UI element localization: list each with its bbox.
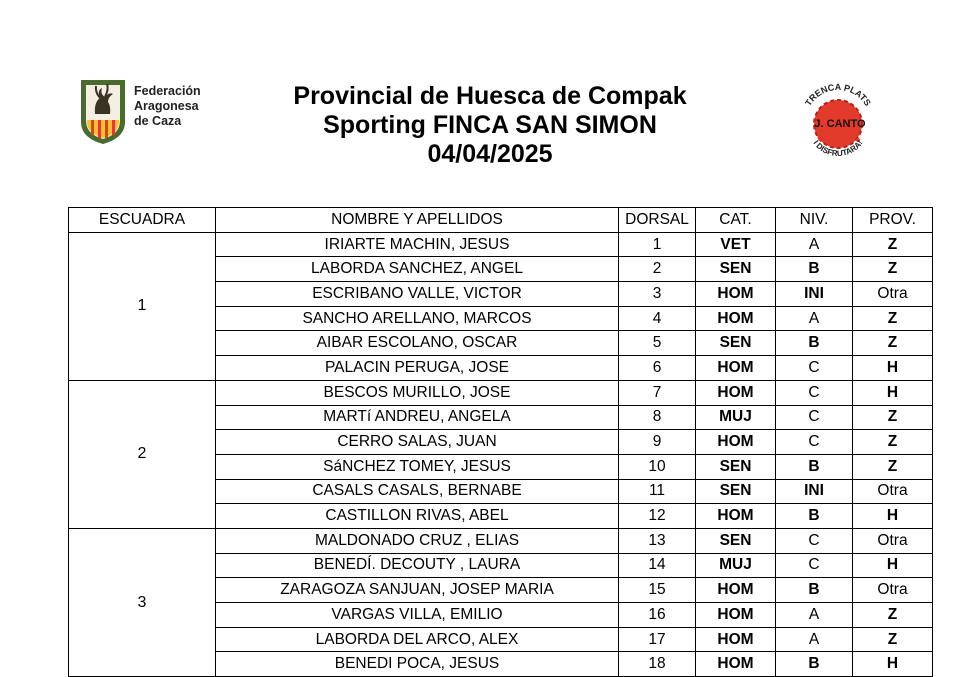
dorsal-number: 5 (619, 331, 696, 356)
col-header-dorsal: DORSAL (619, 208, 696, 233)
dorsal-number: 14 (619, 553, 696, 578)
province: Z (853, 405, 933, 430)
province: Z (853, 257, 933, 282)
document-title (250, 82, 730, 169)
competitor-name: BENEDÍ. DECOUTY , LAURA (216, 553, 619, 578)
level: INI (776, 479, 853, 504)
dorsal-number: 7 (619, 380, 696, 405)
dorsal-number: 16 (619, 603, 696, 628)
level: A (776, 306, 853, 331)
level: A (776, 232, 853, 257)
competitor-name: VARGAS VILLA, EMILIO (216, 603, 619, 628)
squad-roster-table (68, 207, 933, 677)
col-header-niv: NIV. (776, 208, 853, 233)
dorsal-number: 10 (619, 454, 696, 479)
competitor-name: PALACIN PERUGA, JOSE (216, 356, 619, 381)
level: C (776, 528, 853, 553)
category: HOM (696, 356, 776, 381)
level: C (776, 553, 853, 578)
dorsal-number: 4 (619, 306, 696, 331)
level: C (776, 380, 853, 405)
title-date: 04/04/2025 (427, 140, 553, 168)
level: C (776, 356, 853, 381)
province: Z (853, 627, 933, 652)
category: HOM (696, 306, 776, 331)
logo-text-mid: J. CANTO (814, 118, 866, 130)
competitor-name: AIBAR ESCOLANO, OSCAR (216, 331, 619, 356)
province: Z (853, 603, 933, 628)
province: Z (853, 331, 933, 356)
province: Otra (853, 479, 933, 504)
province: Z (853, 232, 933, 257)
province: Otra (853, 282, 933, 307)
squad-number: 1 (69, 232, 216, 380)
category: HOM (696, 578, 776, 603)
level: B (776, 331, 853, 356)
competitor-name: LABORDA SANCHEZ, ANGEL (216, 257, 619, 282)
table-row (69, 380, 933, 405)
competitor-name: LABORDA DEL ARCO, ALEX (216, 627, 619, 652)
org-name-line-3: de Caza (134, 114, 182, 128)
category: HOM (696, 652, 776, 677)
dorsal-number: 3 (619, 282, 696, 307)
col-header-escuadra: ESCUADRA (69, 208, 216, 233)
province: Otra (853, 578, 933, 603)
level: A (776, 627, 853, 652)
table-row (69, 232, 933, 257)
level: INI (776, 282, 853, 307)
logo-text-bottom: I DISFRUTARA! (811, 138, 865, 159)
ibex-shield-icon (78, 76, 128, 146)
competitor-name: BESCOS MURILLO, JOSE (216, 380, 619, 405)
province: Z (853, 306, 933, 331)
org-name-line-1: Federación (134, 84, 201, 98)
table-header-row (69, 208, 933, 233)
level: C (776, 430, 853, 455)
competitor-name: CASALS CASALS, BERNABE (216, 479, 619, 504)
competitor-name: IRIARTE MACHIN, JESUS (216, 232, 619, 257)
col-header-cat: CAT. (696, 208, 776, 233)
logo-text-top: TRENCA PLATS (803, 81, 873, 108)
competitor-name: CASTILLON RIVAS, ABEL (216, 504, 619, 529)
dorsal-number: 9 (619, 430, 696, 455)
dorsal-number: 12 (619, 504, 696, 529)
level: B (776, 504, 853, 529)
province: H (853, 356, 933, 381)
level: A (776, 603, 853, 628)
col-header-prov: PROV. (853, 208, 933, 233)
category: HOM (696, 504, 776, 529)
competitor-name: SáNCHEZ TOMEY, JESUS (216, 454, 619, 479)
dorsal-number: 1 (619, 232, 696, 257)
dorsal-number: 2 (619, 257, 696, 282)
clay-target-logo-icon (796, 80, 880, 164)
level: B (776, 257, 853, 282)
federation-logo (78, 76, 218, 146)
category: SEN (696, 479, 776, 504)
dorsal-number: 8 (619, 405, 696, 430)
competitor-name: ESCRIBANO VALLE, VICTOR (216, 282, 619, 307)
level: B (776, 578, 853, 603)
category: SEN (696, 257, 776, 282)
category: HOM (696, 430, 776, 455)
dorsal-number: 15 (619, 578, 696, 603)
competitor-name: CERRO SALAS, JUAN (216, 430, 619, 455)
category: VET (696, 232, 776, 257)
competitor-name: BENEDI POCA, JESUS (216, 652, 619, 677)
category: HOM (696, 282, 776, 307)
competitor-name: MARTí ANDREU, ANGELA (216, 405, 619, 430)
org-name-line-2: Aragonesa (134, 99, 199, 113)
level: C (776, 405, 853, 430)
category: HOM (696, 603, 776, 628)
dorsal-number: 11 (619, 479, 696, 504)
dorsal-number: 17 (619, 627, 696, 652)
dorsal-number: 18 (619, 652, 696, 677)
squad-number: 3 (69, 528, 216, 676)
competitor-name: ZARAGOZA SANJUAN, JOSEP MARIA (216, 578, 619, 603)
level: B (776, 652, 853, 677)
category: HOM (696, 380, 776, 405)
province: Z (853, 454, 933, 479)
dorsal-number: 6 (619, 356, 696, 381)
dorsal-number: 13 (619, 528, 696, 553)
province: Z (853, 430, 933, 455)
province: H (853, 504, 933, 529)
category: MUJ (696, 553, 776, 578)
province: H (853, 652, 933, 677)
level: B (776, 454, 853, 479)
category: SEN (696, 454, 776, 479)
province: Otra (853, 528, 933, 553)
category: SEN (696, 331, 776, 356)
col-header-nombre: NOMBRE Y APELLIDOS (216, 208, 619, 233)
title-line-1: Provincial de Huesca de Compak (293, 82, 687, 110)
category: MUJ (696, 405, 776, 430)
trenca-plats-logo (796, 80, 880, 164)
category: SEN (696, 528, 776, 553)
province: H (853, 553, 933, 578)
squad-number: 2 (69, 380, 216, 528)
province: H (853, 380, 933, 405)
competitor-name: SANCHO ARELLANO, MARCOS (216, 306, 619, 331)
table-row (69, 528, 933, 553)
competitor-name: MALDONADO CRUZ , ELIAS (216, 528, 619, 553)
title-line-2: Sporting FINCA SAN SIMON (323, 111, 657, 139)
category: HOM (696, 627, 776, 652)
